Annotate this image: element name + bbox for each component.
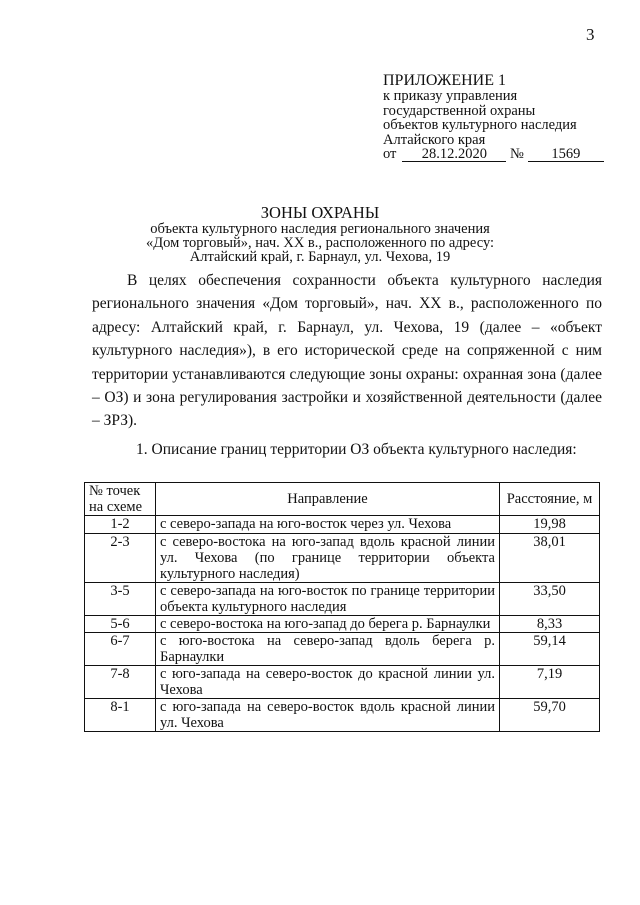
cell-distance: 59,14 [500,633,600,666]
document-title: ЗОНЫ ОХРАНЫ [260,203,380,222]
appendix-line: Алтайского края [383,131,486,148]
cell-points: 1-2 [85,516,156,534]
table-header-row [85,483,600,516]
table-row [85,583,600,616]
cell-points: 2-3 [85,534,156,583]
cell-distance: 38,01 [500,534,600,583]
intro-paragraph [92,269,602,433]
cell-direction: с юго-запада на северо-восток вдоль красной линии ул. Чехова [156,699,500,732]
table-row [85,516,600,534]
cell-direction: с северо-востока на юго-запад вдоль красной линии ул. Чехова (по границе территории объекта культурного наследия) [156,534,500,583]
appendix-date-line [383,147,604,162]
appendix-line: к приказу управления [383,88,518,104]
cell-direction: с юго-запада на северо-восток до красной линии ул. Чехова [156,666,500,699]
header-points [85,483,156,516]
cell-points: 6-7 [85,633,156,666]
heading-subtitle-line: Алтайский край, г. Барнаул, ул. Чехова, 19 [189,249,451,265]
cell-distance: 33,50 [500,583,600,616]
heading-block [0,204,640,264]
heading-subtitle-line: «Дом торговый», нач. XX в., расположенного по адресу: [145,235,495,251]
cell-direction: с северо-востока на юго-запад до берега р. Барнаулки [156,616,500,633]
section-title: 1. Описание границ территории ОЗ объекта культурного наследия: [136,441,577,458]
header-points-line2: на схеме [89,499,143,515]
heading-subtitle-line: объекта культурного наследия регионального значения [150,221,490,237]
header-direction: Направление [156,483,500,516]
cell-direction: с северо-запада на юго-восток по границе территории объекта культурного наследия [156,583,500,616]
appendix-block [383,72,604,162]
table-row [85,666,600,699]
appendix-line: государственной охраны [383,102,536,119]
cell-direction: с юго-востока на северо-запад вдоль берега р. Барнаулки [156,633,500,666]
header-distance: Расстояние, м [500,483,600,516]
number-sign: № [510,146,524,162]
order-date: 28.12.2020 [402,147,506,162]
cell-direction: с северо-запада на юго-восток через ул. Чехова [156,516,500,534]
table-row [85,616,600,633]
date-prefix: от [383,146,397,162]
cell-points: 5-6 [85,616,156,633]
cell-distance: 59,70 [500,699,600,732]
cell-points: 7-8 [85,666,156,699]
boundary-table [84,482,600,732]
header-points-line1: № точек [89,483,141,499]
cell-points: 3-5 [85,583,156,616]
cell-distance: 8,33 [500,616,600,633]
order-number: 1569 [528,147,604,162]
cell-distance: 7,19 [500,666,600,699]
intro-paragraph-text: В целях обеспечения сохранности объекта культурного наследия регионального значения «Дом торговый», нач. XX в., расположенного по адресу: Алтайский край, г. Барнаул, ул. Чехова, 19 (далее – «объект культурного наследия»), в его исторической среде на сопряженной с ним территории устанавливаются следующие зоны охраны: охранная зона (далее – ОЗ) и зона регулирования застройки и хозяйственной деятельности (далее – ЗРЗ). [92,272,602,430]
appendix-line: объектов культурного наследия [383,117,577,133]
appendix-title: ПРИЛОЖЕНИЕ 1 [383,72,507,89]
table-row [85,534,600,583]
page-number: 3 [586,25,595,44]
table-row [85,699,600,732]
cell-distance: 19,98 [500,516,600,534]
table-row [85,633,600,666]
cell-points: 8-1 [85,699,156,732]
